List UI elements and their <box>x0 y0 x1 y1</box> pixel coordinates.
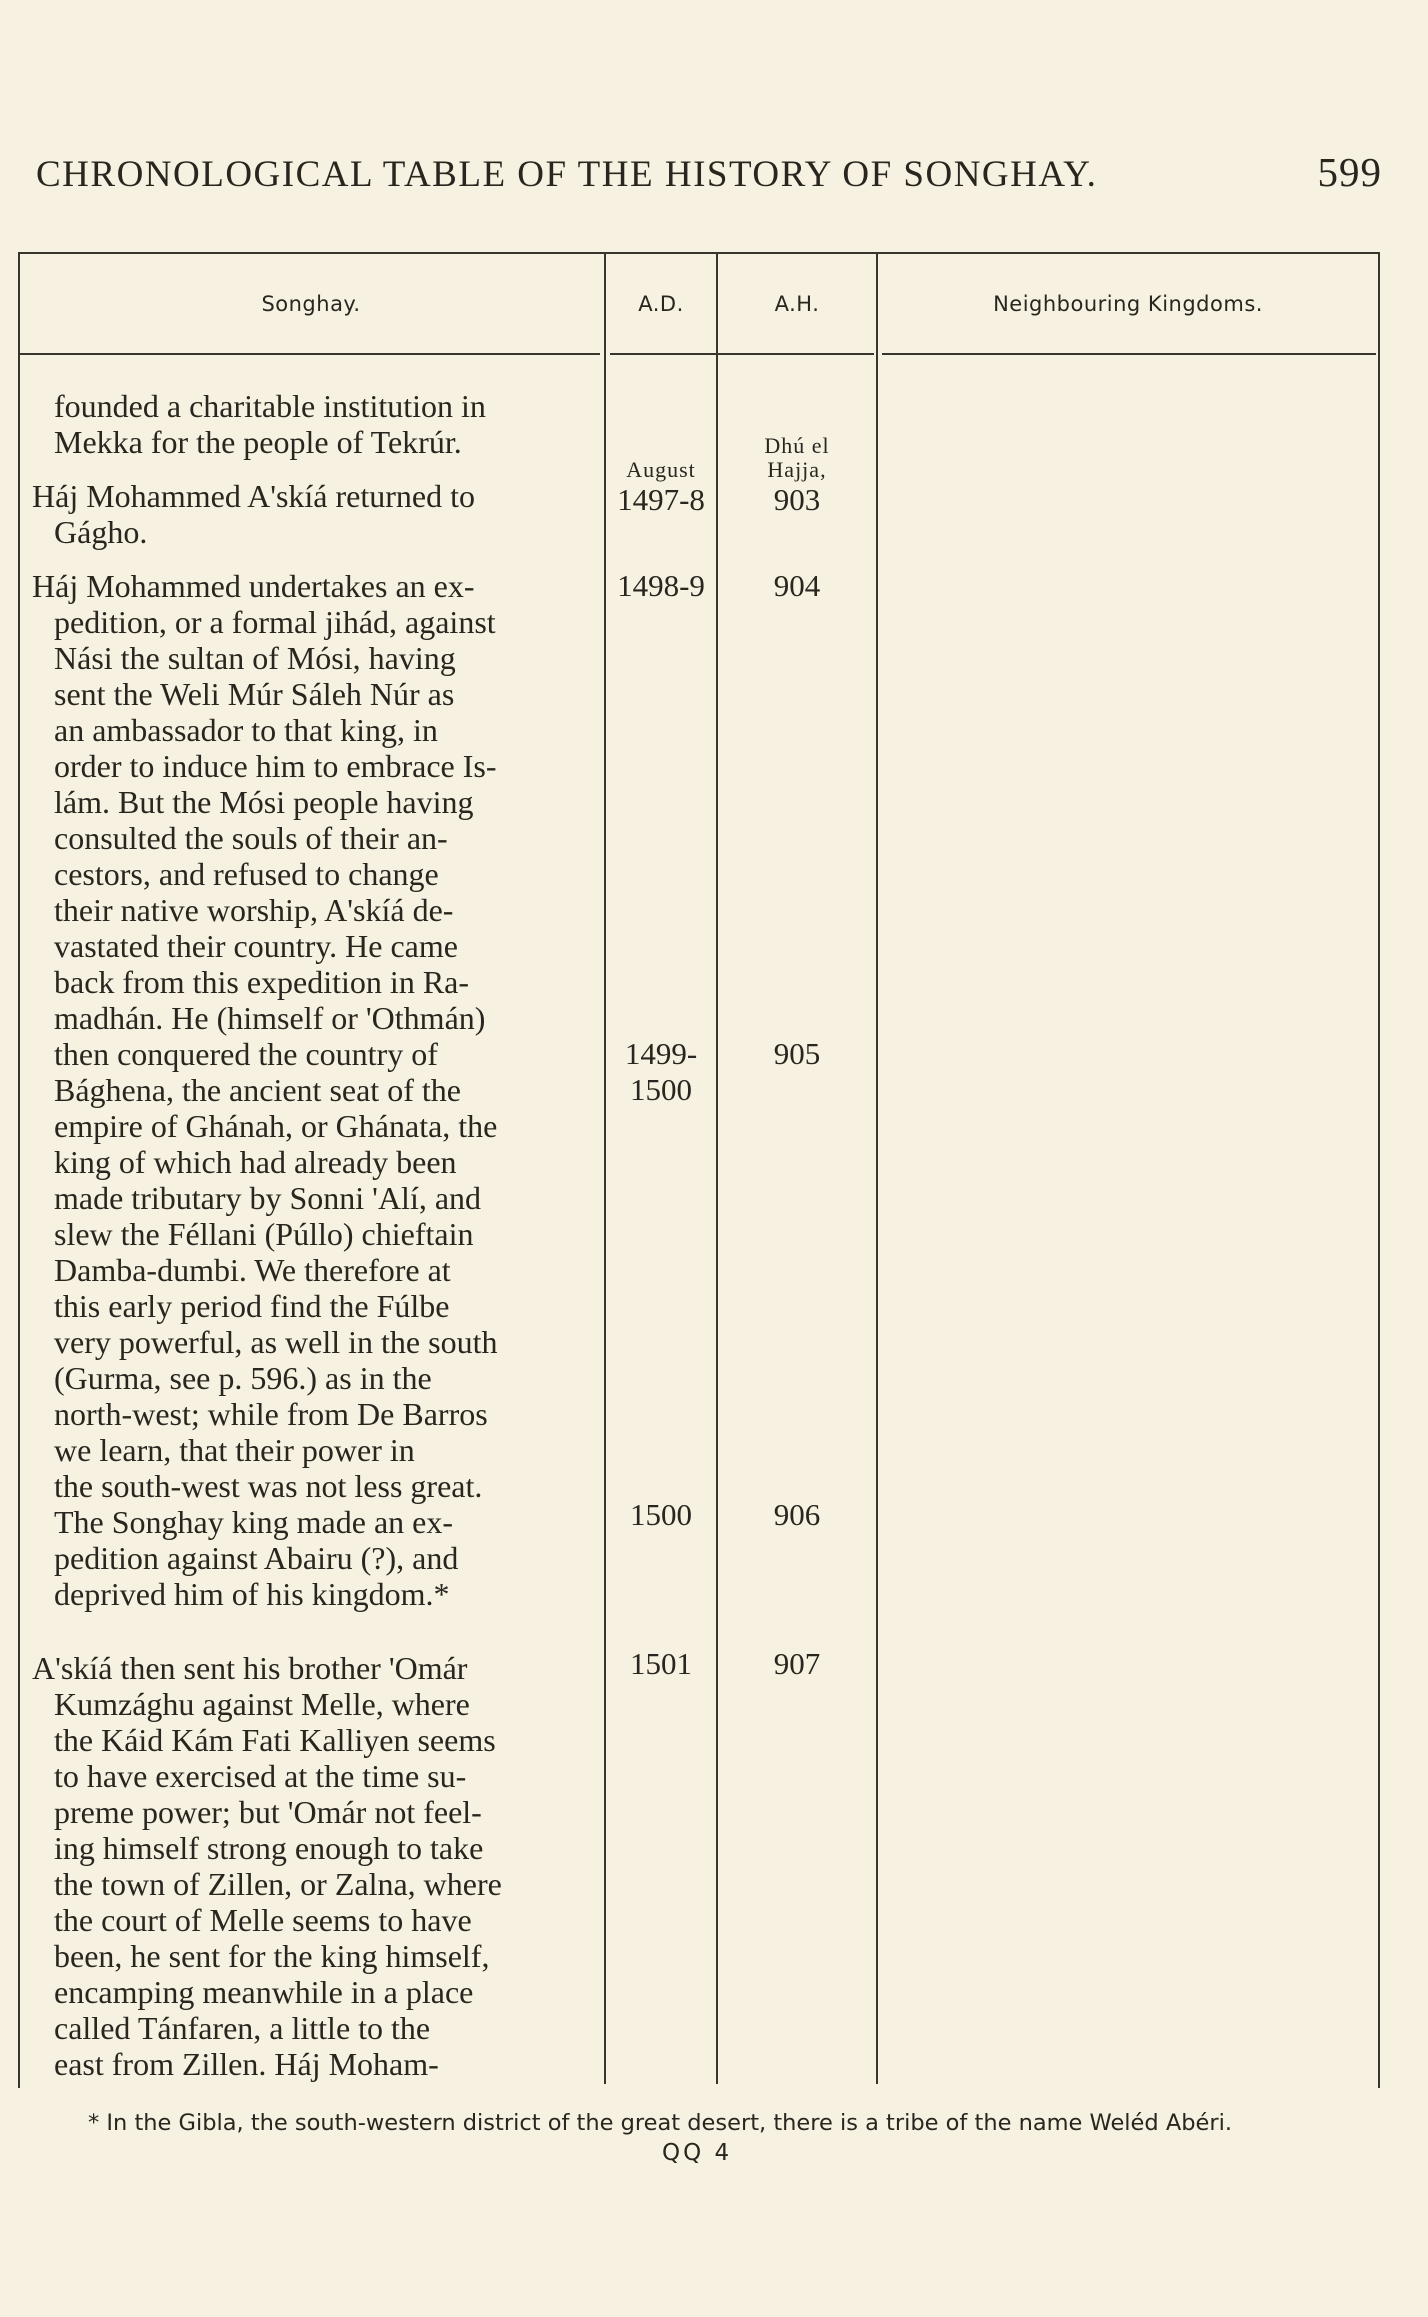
column-divider <box>604 252 606 2084</box>
column-header-ad: A.D. <box>638 292 684 316</box>
ah-date: 907 <box>773 1646 821 1681</box>
chronological-table <box>18 252 1380 2090</box>
ah-date: 904 <box>773 568 821 603</box>
table-top-rule <box>18 252 1380 254</box>
ad-date: August 1497-8 <box>617 457 705 517</box>
songhay-entry: A'skíá then sent his brother 'Omár Kumzághu against Melle, where the Káid Kám Fati Kalliyen seems to have exercised at the time su- preme power; but 'Omár not feel- ing himself strong enough to take the town of Zillen, or Zalna, where the court of Melle seems to have been, he sent for the king himself, encamping meanwhile in a place called Tánfaren, a little to the east from Zillen. Háj Moham- <box>32 1650 502 2082</box>
column-header-songhay: Songhay. <box>261 292 361 316</box>
page-number: 599 <box>1317 149 1382 195</box>
column-divider <box>1378 252 1380 2088</box>
column-header-ah: A.H. <box>774 292 820 316</box>
ad-date: 1499- 1500 <box>624 1036 698 1107</box>
ah-date: 905 <box>773 1036 821 1071</box>
signature-mark: QQ 4 <box>662 2140 733 2166</box>
header-rule <box>718 353 874 355</box>
column-divider <box>876 252 878 2084</box>
ad-date: 1501 <box>630 1646 692 1681</box>
ad-date: 1498-9 <box>617 568 705 603</box>
running-title: CHRONOLOGICAL TABLE OF THE HISTORY OF SONGHAY. <box>36 154 1098 195</box>
header-rule <box>610 353 716 355</box>
running-head <box>36 148 1382 196</box>
songhay-entry: Háj Mohammed A'skíá returned to Gágho. <box>32 478 475 550</box>
songhay-entry: founded a charitable institution in Mekka for the people of Tekrúr. <box>54 388 486 460</box>
column-header-neighbouring: Neighbouring Kingdoms. <box>993 292 1263 316</box>
header-rule <box>882 353 1376 355</box>
header-rule <box>20 353 600 355</box>
footnote: * In the Gibla, the south-western district of the great desert, there is a tribe of the name Weléd Abéri. <box>88 2110 1233 2136</box>
ah-date: 906 <box>773 1497 821 1532</box>
ah-date: Dhú el Hajja, 903 <box>764 433 830 517</box>
column-divider <box>716 252 718 2084</box>
ad-date: 1500 <box>630 1497 692 1532</box>
column-divider <box>18 252 20 2088</box>
songhay-entry: Háj Mohammed undertakes an ex- pedition, or a formal jihád, against Nási the sultan of Mósi, having sent the Weli Múr Sáleh Núr as an ambassador to that king, in order to induce him to embrace Is- lám. But the Mósi people having consulted the souls of their an- cestors, and refused to change their native worship, A'skíá de- vastated their country. He came back from this expedition in Ra- madhán. He (himself or 'Othmán) then conquered the country of Bághena, the ancient seat of the empire of Ghánah, or Ghánata, the king of which had already been made tributary by Sonni 'Alí, and slew the Féllani (Púllo) chieftain Damba-dumbi. We therefore at this early period find the Fúlbe very powerful, as well in the south (Gurma, see p. 596.) as in the north-west; while from De Barros we learn, that their power in the south-west was not less great. The Songhay king made an ex- pedition against Abairu (?), and deprived him of his kingdom.* <box>32 568 498 1612</box>
